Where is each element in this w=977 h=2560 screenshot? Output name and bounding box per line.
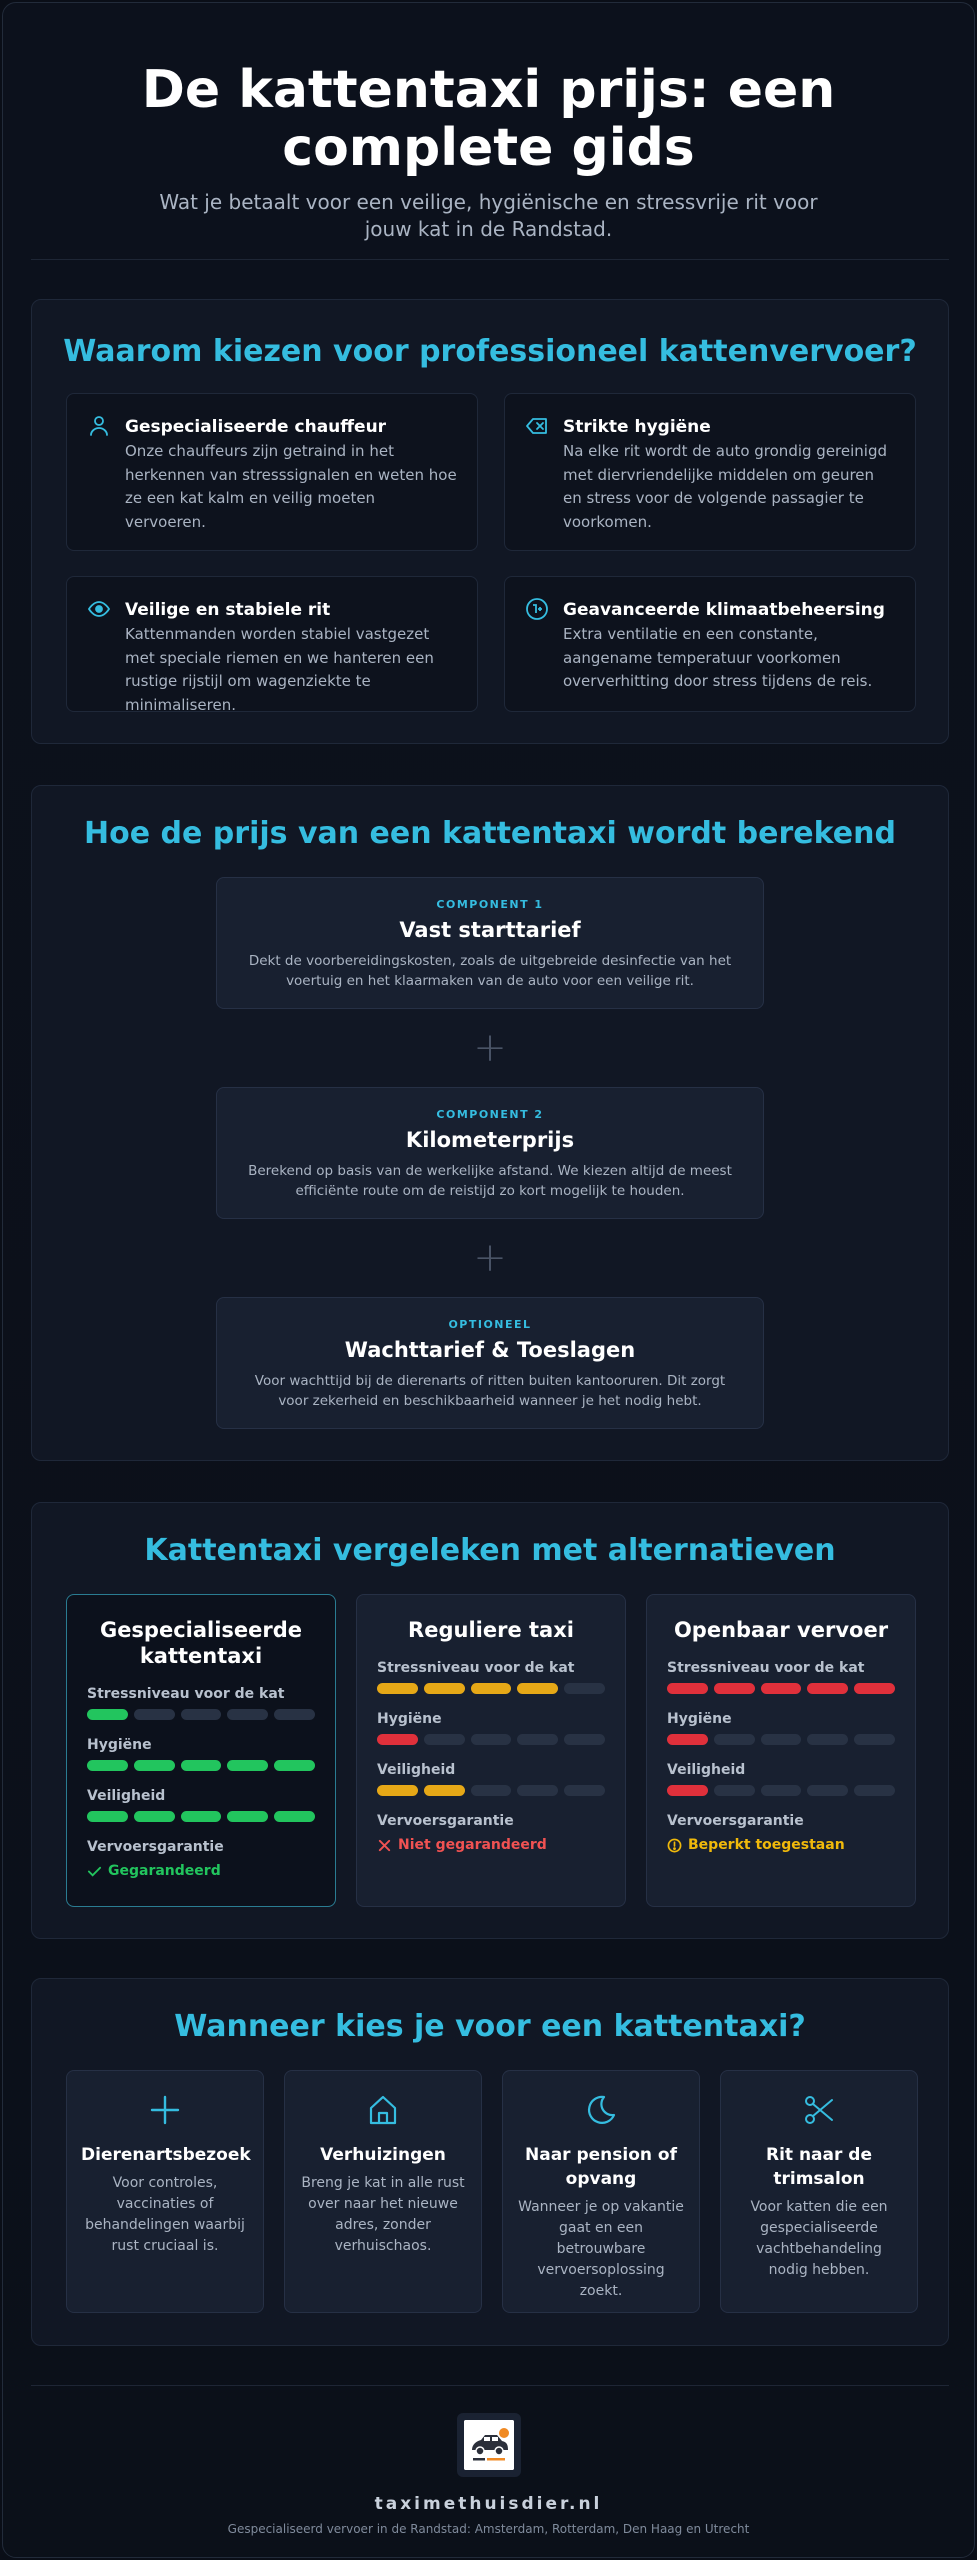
when-card-moving <box>284 2070 482 2313</box>
hygiene-label: Hygiëne <box>667 1711 732 1727</box>
plus-sign: + <box>473 1235 507 1281</box>
pricing-title: Hoe de prijs van een kattentaxi wordt berekend <box>84 816 896 851</box>
safety-label: Veiligheid <box>377 1762 456 1778</box>
guarantee-text: Beperkt toegestaan <box>688 1837 845 1853</box>
rating-segment <box>134 1760 175 1771</box>
rating-segment <box>854 1734 895 1745</box>
footer-divider <box>31 2385 949 2386</box>
rating-segment <box>807 1785 848 1796</box>
scissors-icon <box>802 2093 836 2127</box>
user-icon <box>87 414 111 438</box>
compare-card-public-transport <box>646 1594 916 1907</box>
rating-segment <box>274 1811 315 1822</box>
why-title: Waarom kiezen voor professioneel kattenvervoer? <box>63 334 917 369</box>
why-card-title: Gespecialiseerde chauffeur <box>125 417 387 437</box>
why-card-climate <box>504 576 916 712</box>
when-card-title: Naar pension of opvang <box>525 2145 677 2189</box>
compare-section <box>31 1502 949 1939</box>
page-header <box>3 61 974 243</box>
brand-logo <box>457 2413 521 2477</box>
infographic-page <box>2 2 975 2558</box>
rating-segment <box>424 1785 465 1796</box>
component-desc: Voor wachttijd bij de dierenarts of ritten buiten kantooruren. Dit zorgt voor zekerheid en beschikbaarheid wanneer je het nodig hebt. <box>254 1373 726 1409</box>
why-card-title: Strikte hygiëne <box>563 417 711 437</box>
component-title: Vast starttarief <box>399 918 581 942</box>
rating-segment <box>471 1785 512 1796</box>
when-card-grooming <box>720 2070 918 2313</box>
rating-segment <box>377 1734 418 1745</box>
why-section <box>31 299 949 744</box>
rating-segment <box>377 1683 418 1694</box>
rating-segment <box>761 1683 802 1694</box>
component-title: Wachttarief & Toeslagen <box>344 1338 636 1362</box>
rating-segment <box>181 1709 222 1720</box>
why-card-desc: Onze chauffeurs zijn getraind in het herkennen van stresssignalen en weten hoe ze een kat kalm en veilig moeten vervoeren. <box>125 442 457 531</box>
rating-segment <box>854 1683 895 1694</box>
stress-label: Stressniveau voor de kat <box>667 1660 865 1676</box>
rating-segment <box>424 1683 465 1694</box>
rating-segment <box>854 1785 895 1796</box>
when-card-desc: Wanneer je op vakantie gaat en een betrouwbare vervoersoplossing zoekt. <box>518 2199 684 2299</box>
pricing-component-start <box>216 877 764 1009</box>
hygiene-rating <box>667 1734 895 1745</box>
pricing-section <box>31 785 949 1461</box>
rating-segment <box>227 1811 268 1822</box>
rating-segment <box>134 1709 175 1720</box>
eraser-icon <box>525 414 549 438</box>
rating-segment <box>564 1785 605 1796</box>
rating-segment <box>227 1760 268 1771</box>
home-icon <box>366 2093 400 2127</box>
when-title: Wanneer kies je voor een kattentaxi? <box>174 2009 806 2044</box>
why-card-desc: Na elke rit wordt de auto grondig gereinigd met diervriendelijke middelen om geuren en stress voor de volgende passagier te voorkomen. <box>563 442 887 531</box>
compare-card-title: Gespecialiseerde kattentaxi <box>99 1618 303 1668</box>
rating-segment <box>564 1683 605 1694</box>
moon-icon <box>584 2093 618 2127</box>
component-tag: OPTIONEEL <box>448 1318 532 1331</box>
safety-rating <box>87 1811 315 1822</box>
rating-segment <box>87 1709 128 1720</box>
rating-segment <box>377 1785 418 1796</box>
guarantee-text: Niet gegarandeerd <box>398 1837 547 1853</box>
rating-segment <box>714 1734 755 1745</box>
rating-segment <box>564 1734 605 1745</box>
rating-segment <box>181 1760 222 1771</box>
when-card-desc: Voor katten die een gespecialiseerde vachtbehandeling nodig hebben. <box>750 2199 888 2278</box>
rating-segment <box>714 1683 755 1694</box>
component-tag: COMPONENT 2 <box>436 1108 544 1121</box>
guarantee-status <box>377 1836 605 1854</box>
component-desc: Berekend op basis van de werkelijke afstand. We kiezen altijd de meest efficiënte route om de reistijd zo kort mogelijk te houden. <box>248 1163 732 1199</box>
rating-segment <box>517 1785 558 1796</box>
thermometer-icon <box>525 597 549 621</box>
component-tag: COMPONENT 1 <box>436 898 544 911</box>
rating-segment <box>181 1811 222 1822</box>
taxi-logo-icon <box>464 2420 514 2470</box>
rating-segment <box>424 1734 465 1745</box>
why-card-title: Veilige en stabiele rit <box>125 600 331 620</box>
check-icon <box>87 1864 102 1879</box>
alert-icon <box>667 1838 682 1853</box>
rating-segment <box>667 1683 708 1694</box>
guarantee-text: Gegarandeerd <box>108 1863 221 1879</box>
when-card-pension <box>502 2070 700 2313</box>
rating-segment <box>761 1785 802 1796</box>
rating-segment <box>667 1785 708 1796</box>
rating-segment <box>807 1683 848 1694</box>
hygiene-label: Hygiëne <box>87 1737 152 1753</box>
stress-rating <box>667 1683 895 1694</box>
pricing-component-optional <box>216 1297 764 1429</box>
compare-card-title: Reguliere taxi <box>408 1618 574 1642</box>
rating-segment <box>761 1734 802 1745</box>
rating-segment <box>134 1811 175 1822</box>
guarantee-label: Vervoersgarantie <box>377 1813 514 1829</box>
compare-card-title: Openbaar vervoer <box>673 1618 889 1642</box>
stress-label: Stressniveau voor de kat <box>377 1660 575 1676</box>
when-card-title: Rit naar de trimsalon <box>765 2145 872 2189</box>
rating-segment <box>87 1811 128 1822</box>
rating-segment <box>517 1683 558 1694</box>
page-title: De kattentaxi prijs: een complete gids <box>141 60 836 178</box>
why-card-title: Geavanceerde klimaatbeheersing <box>563 600 885 620</box>
when-card-vet <box>66 2070 264 2313</box>
when-section <box>31 1978 949 2346</box>
rating-segment <box>517 1734 558 1745</box>
guarantee-label: Vervoersgarantie <box>87 1839 224 1855</box>
brand-name: taximethuisdier.nl <box>374 2494 603 2514</box>
rating-segment <box>87 1760 128 1771</box>
stress-label: Stressniveau voor de kat <box>87 1686 285 1702</box>
rating-segment <box>807 1734 848 1745</box>
when-card-desc: Breng je kat in alle rust over naar het nieuwe adres, zonder verhuischaos. <box>301 2175 465 2254</box>
stress-rating <box>377 1683 605 1694</box>
rating-segment <box>227 1709 268 1720</box>
rating-segment <box>714 1785 755 1796</box>
rating-segment <box>471 1734 512 1745</box>
plus-icon <box>148 2093 182 2127</box>
rating-segment <box>274 1709 315 1720</box>
pricing-component-km <box>216 1087 764 1219</box>
brand-tagline: Gespecialiseerd vervoer in de Randstad: Amsterdam, Rotterdam, Den Haag en Utrecht <box>227 2522 750 2536</box>
rating-segment <box>274 1760 315 1771</box>
x-icon <box>377 1838 392 1853</box>
rating-segment <box>471 1683 512 1694</box>
page-subtitle: Wat je betaalt voor een veilige, hygiënische en stressvrije rit voor jouw kat in de Randstad. <box>159 190 818 241</box>
component-title: Kilometerprijs <box>405 1128 575 1152</box>
safety-label: Veiligheid <box>667 1762 746 1778</box>
hygiene-rating <box>377 1734 605 1745</box>
plus-sign: + <box>473 1025 507 1071</box>
compare-title: Kattentaxi vergeleken met alternatieven <box>144 1533 836 1568</box>
safety-rating <box>377 1785 605 1796</box>
compare-card-kattentaxi <box>66 1594 336 1907</box>
why-card-chauffeur <box>66 393 478 551</box>
guarantee-status <box>667 1836 895 1854</box>
guarantee-status <box>87 1862 315 1880</box>
header-divider <box>31 259 949 260</box>
stress-rating <box>87 1709 315 1720</box>
compare-card-regular-taxi <box>356 1594 626 1907</box>
hygiene-label: Hygiëne <box>377 1711 442 1727</box>
eye-icon <box>87 597 111 621</box>
safety-label: Veiligheid <box>87 1788 166 1804</box>
hygiene-rating <box>87 1760 315 1771</box>
guarantee-label: Vervoersgarantie <box>667 1813 804 1829</box>
why-card-desc: Kattenmanden worden stabiel vastgezet met speciale riemen en we hanteren een rustige rijstijl om wagenziekte te minimaliseren. <box>125 625 434 714</box>
when-card-desc: Voor controles, vaccinaties of behandelingen waarbij rust cruciaal is. <box>85 2175 245 2254</box>
why-card-safety <box>66 576 478 712</box>
when-card-title: Dierenartsbezoek <box>81 2145 251 2165</box>
brand-logo-image <box>464 2420 514 2470</box>
safety-rating <box>667 1785 895 1796</box>
rating-segment <box>667 1734 708 1745</box>
when-card-title: Verhuizingen <box>320 2145 446 2165</box>
footer <box>3 2413 974 2537</box>
why-card-hygiene <box>504 393 916 551</box>
component-desc: Dekt de voorbereidingskosten, zoals de uitgebreide desinfectie van het voertuig en het klaarmaken van de auto voor een veilige rit. <box>248 953 732 989</box>
why-card-desc: Extra ventilatie en een constante, aangename temperatuur voorkomen oververhitting door stress tijdens de reis. <box>563 625 873 690</box>
